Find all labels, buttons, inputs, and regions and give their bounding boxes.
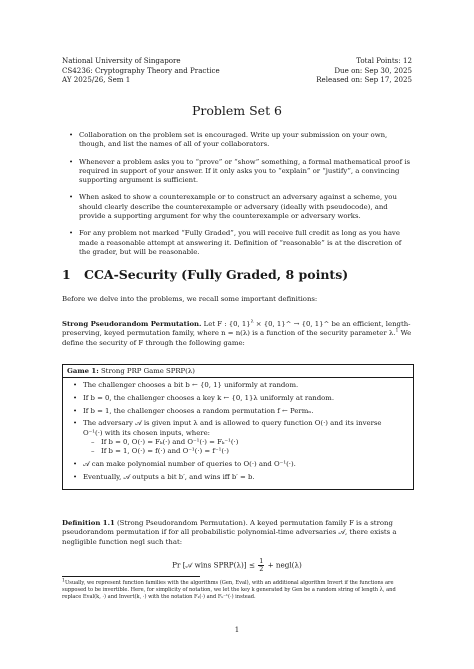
security-inequality — [0, 558, 474, 573]
instructions-list — [79, 131, 413, 265]
instruction-item: • Whenever a problem asks you to “prove” or “show” something, a formal mathematical proof is required in support of your answer. If it only asks you to “explain” or “justify”, a convincing supporting argument is sufficient. — [79, 158, 413, 186]
game-step: • 𝒜 can make polynomial number of queries to O(·) and O⁻¹(·). — [83, 460, 401, 469]
footnote-marker[interactable]: 1 — [395, 329, 399, 334]
total-points: Total Points: 12 — [356, 56, 412, 65]
footnote-number: 1 — [62, 578, 65, 584]
instruction-item: • Collaboration on the problem set is encouraged. Write up your submission on your own, though, and list the names of all of your collaborators. — [79, 131, 413, 150]
sprp-text-d: We define the security of F through the following game: — [62, 329, 412, 347]
due-date: Due on: Sep 30, 2025 — [334, 65, 412, 75]
intro-paragraph: Before we delve into the problems, we recall some important definitions: — [62, 295, 318, 303]
game-step: • If b = 1, the challenger chooses a random permutation f ← Permₙ. — [83, 407, 401, 416]
page-number: 1 — [234, 626, 240, 634]
instruction-item: • When asked to show a counterexample or to construct an adversary against a scheme, you should clearly describe the counterexample or adversary (ideally with pseudocode), and provide a supporting argument for why the counterexample or adversary works. — [79, 193, 413, 221]
footnote-rule — [62, 576, 200, 577]
sprp-lambda-exp: λ — [250, 319, 254, 325]
document-title: Problem Set 6 — [191, 103, 283, 118]
footnote — [62, 580, 412, 601]
academic-term: AY 2025/26, Sem 1 — [62, 75, 131, 85]
section-heading — [62, 267, 348, 282]
release-date: Released on: Sep 17, 2025 — [316, 75, 412, 85]
game-steps — [83, 381, 401, 486]
game-step: • The challenger chooses a bit b ← {0, 1} uniformly at random. — [83, 381, 401, 390]
one-half-fraction — [258, 558, 264, 573]
formula-lhs: Pr [𝒜 wins SPRP(λ)] ≤ — [172, 560, 258, 570]
definition-label: Definition 1.1 — [62, 519, 115, 527]
game-step: • If b = 0, the challenger chooses a key k ← {0, 1}λ uniformly at random. — [83, 394, 401, 403]
course-header-right — [316, 56, 412, 85]
game-name: Strong PRP Game SPRP(λ) — [98, 367, 195, 375]
instruction-item: • For any problem not marked “Fully Graded”, you will receive full credit as long as you have made a reasonable attempt at answering it. Definition of “reasonable” is at the discretion of the grader, but will be reasonable. — [79, 229, 413, 257]
sprp-text-a: Let F : {0, 1} — [203, 320, 251, 328]
university-name: National University of Singapore — [62, 56, 181, 65]
fraction-denominator: 2 — [259, 565, 264, 573]
footnote-text: Usually, we represent function families with the algorithms (Gen, Eval), with an additional algorithm Invert if the functions are supposed to be invertible. Here, for simplicity of notation, we let the key k generated by Gen be a random string of length λ, and replace Eval(k, ·) and Invert(k, ·) with the notation Fₖ(·) and Fₖ⁻¹(·) instead. — [62, 580, 396, 600]
section-title: CCA-Security (Fully Graded, 8 points) — [84, 267, 349, 282]
section-number: 1 — [62, 267, 71, 282]
game-label: Game 1: — [67, 367, 99, 375]
definition-paragraph — [62, 519, 412, 547]
game-step-text: • The adversary 𝒜 is given input λ and is allowed to query function O(·) and its inverse O⁻¹(·) with its chosen inputs, where: — [83, 419, 382, 437]
definition-name: (Strong Pseudorandom Permutation). — [114, 519, 248, 527]
game-step: • Eventually, 𝒜 outputs a bit b′, and wins iff b′ = b. — [83, 473, 401, 482]
formula-rhs: + negl(λ) — [265, 560, 302, 570]
fraction-numerator: 1 — [259, 557, 264, 565]
course-header-left — [62, 56, 220, 85]
sprp-label: Strong Pseudorandom Permutation. — [62, 320, 202, 328]
game-substep: – If b = 0, O(·) = Fₖ(·) and O⁻¹(·) = Fₖ⁻¹(·) — [83, 438, 401, 447]
game-box — [62, 364, 414, 490]
game-step — [83, 419, 401, 456]
definition-text: A keyed permutation family F is a strong pseudorandom permutation if for all probabilistic polynomial-time adversaries 𝒜, there exists a negligible function negl such that: — [62, 519, 397, 546]
game-substep: – If b = 1, O(·) = f(·) and O⁻¹(·) = f⁻¹(·) — [83, 447, 401, 456]
sprp-text-c: × {0, 1}^ → {0, 1}^ be an efficient, length-preserving, keyed permutation family, where n = n(λ) is a function of the security parameter λ. — [62, 320, 411, 338]
course-name: CS4236: Cryptography Theory and Practice — [62, 65, 220, 75]
game-header — [63, 365, 413, 378]
sprp-definition-paragraph — [62, 320, 412, 348]
